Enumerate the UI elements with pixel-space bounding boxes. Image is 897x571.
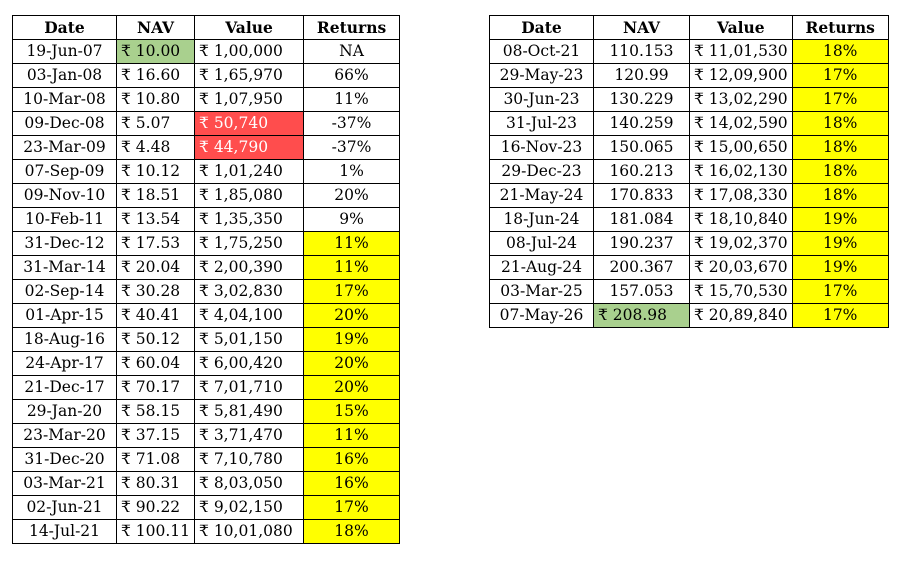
- nav-cell: ₹ 70.17: [117, 376, 195, 400]
- value-cell: ₹ 14,02,590: [690, 112, 793, 136]
- nav-cell: ₹ 17.53: [117, 232, 195, 256]
- nav-cell: ₹ 37.15: [117, 424, 195, 448]
- date-cell: 10-Mar-08: [13, 88, 117, 112]
- value-cell: ₹ 20,89,840: [690, 304, 793, 328]
- table-row: [13, 256, 400, 280]
- date-cell: 31-Dec-12: [13, 232, 117, 256]
- date-cell: 21-Dec-17: [13, 376, 117, 400]
- date-cell: 07-May-26: [490, 304, 594, 328]
- returns-cell: 19%: [792, 256, 888, 280]
- value-cell: ₹ 1,00,000: [195, 40, 304, 64]
- returns-cell: 16%: [304, 472, 400, 496]
- date-cell: 03-Jan-08: [13, 64, 117, 88]
- value-cell: ₹ 7,10,780: [195, 448, 304, 472]
- nav-cell: ₹ 60.04: [117, 352, 195, 376]
- header-date: Date: [490, 16, 594, 40]
- value-cell: ₹ 9,02,150: [195, 496, 304, 520]
- returns-cell: 18%: [792, 136, 888, 160]
- table-row: [13, 136, 400, 160]
- date-cell: 02-Sep-14: [13, 280, 117, 304]
- nav-cell: 130.229: [594, 88, 690, 112]
- table-row: [13, 40, 400, 64]
- nav-cell: ₹ 50.12: [117, 328, 195, 352]
- date-cell: 30-Jun-23: [490, 88, 594, 112]
- table-row: [13, 184, 400, 208]
- table-row: [13, 496, 400, 520]
- returns-cell: NA: [304, 40, 400, 64]
- nav-cell: ₹ 4.48: [117, 136, 195, 160]
- date-cell: 29-Dec-23: [490, 160, 594, 184]
- table-row: [490, 112, 889, 136]
- table-row: [490, 40, 889, 64]
- table-row: [490, 304, 889, 328]
- value-cell: ₹ 15,70,530: [690, 280, 793, 304]
- value-cell: ₹ 1,75,250: [195, 232, 304, 256]
- date-cell: 21-May-24: [490, 184, 594, 208]
- table-row: [490, 232, 889, 256]
- value-cell: ₹ 13,02,290: [690, 88, 793, 112]
- returns-cell: 18%: [792, 160, 888, 184]
- header-value: Value: [195, 16, 304, 40]
- table-row: [490, 88, 889, 112]
- value-cell: ₹ 20,03,670: [690, 256, 793, 280]
- table-row: [13, 112, 400, 136]
- header-returns: Returns: [792, 16, 888, 40]
- returns-cell: 20%: [304, 184, 400, 208]
- nav-cell: ₹ 10.80: [117, 88, 195, 112]
- returns-cell: 18%: [792, 40, 888, 64]
- returns-cell: -37%: [304, 136, 400, 160]
- returns-cell: 11%: [304, 88, 400, 112]
- nav-history-table-left: [12, 15, 400, 544]
- returns-cell: 18%: [792, 112, 888, 136]
- value-cell: ₹ 1,65,970: [195, 64, 304, 88]
- table-row: [13, 232, 400, 256]
- value-cell: ₹ 10,01,080: [195, 520, 304, 544]
- table-row: [13, 352, 400, 376]
- date-cell: 24-Apr-17: [13, 352, 117, 376]
- returns-cell: 1%: [304, 160, 400, 184]
- value-cell: ₹ 1,07,950: [195, 88, 304, 112]
- table-row: [13, 376, 400, 400]
- date-cell: 07-Sep-09: [13, 160, 117, 184]
- nav-cell: ₹ 13.54: [117, 208, 195, 232]
- table-row: [13, 400, 400, 424]
- value-cell: ₹ 16,02,130: [690, 160, 793, 184]
- table-body-left: [13, 40, 400, 544]
- value-cell: ₹ 1,85,080: [195, 184, 304, 208]
- nav-cell: ₹ 18.51: [117, 184, 195, 208]
- returns-cell: 16%: [304, 448, 400, 472]
- nav-cell: 170.833: [594, 184, 690, 208]
- nav-cell: ₹ 5.07: [117, 112, 195, 136]
- nav-cell: 150.065: [594, 136, 690, 160]
- value-cell: ₹ 17,08,330: [690, 184, 793, 208]
- table-row: [490, 64, 889, 88]
- nav-cell: ₹ 40.41: [117, 304, 195, 328]
- returns-cell: 17%: [792, 304, 888, 328]
- returns-cell: 19%: [792, 208, 888, 232]
- value-cell: ₹ 12,09,900: [690, 64, 793, 88]
- table-row: [13, 88, 400, 112]
- date-cell: 23-Mar-20: [13, 424, 117, 448]
- returns-cell: 20%: [304, 352, 400, 376]
- table-row: [490, 256, 889, 280]
- table-row: [490, 184, 889, 208]
- table-header-row: [13, 16, 400, 40]
- nav-cell: ₹ 20.04: [117, 256, 195, 280]
- nav-cell: 190.237: [594, 232, 690, 256]
- nav-cell: ₹ 208.98: [594, 304, 690, 328]
- value-cell: ₹ 44,790: [195, 136, 304, 160]
- date-cell: 31-Dec-20: [13, 448, 117, 472]
- date-cell: 02-Jun-21: [13, 496, 117, 520]
- nav-cell: 160.213: [594, 160, 690, 184]
- nav-cell: ₹ 30.28: [117, 280, 195, 304]
- table-body-right: [490, 40, 889, 328]
- table-row: [13, 304, 400, 328]
- table-row: [490, 136, 889, 160]
- date-cell: 18-Aug-16: [13, 328, 117, 352]
- value-cell: ₹ 2,00,390: [195, 256, 304, 280]
- returns-cell: 17%: [304, 496, 400, 520]
- date-cell: 29-Jan-20: [13, 400, 117, 424]
- nav-history-table-right: [489, 15, 889, 328]
- date-cell: 18-Jun-24: [490, 208, 594, 232]
- date-cell: 01-Apr-15: [13, 304, 117, 328]
- header-value: Value: [690, 16, 793, 40]
- returns-cell: 19%: [792, 232, 888, 256]
- returns-cell: 11%: [304, 256, 400, 280]
- table-row: [13, 160, 400, 184]
- nav-cell: 140.259: [594, 112, 690, 136]
- header-date: Date: [13, 16, 117, 40]
- table-row: [490, 280, 889, 304]
- returns-cell: 11%: [304, 232, 400, 256]
- header-returns: Returns: [304, 16, 400, 40]
- table-row: [13, 208, 400, 232]
- returns-cell: 18%: [304, 520, 400, 544]
- returns-cell: 15%: [304, 400, 400, 424]
- returns-cell: 18%: [792, 184, 888, 208]
- date-cell: 21-Aug-24: [490, 256, 594, 280]
- nav-cell: 120.99: [594, 64, 690, 88]
- returns-cell: 9%: [304, 208, 400, 232]
- returns-cell: 20%: [304, 304, 400, 328]
- value-cell: ₹ 8,03,050: [195, 472, 304, 496]
- returns-cell: 66%: [304, 64, 400, 88]
- returns-cell: 17%: [304, 280, 400, 304]
- nav-cell: 200.367: [594, 256, 690, 280]
- table-row: [13, 64, 400, 88]
- date-cell: 16-Nov-23: [490, 136, 594, 160]
- date-cell: 29-May-23: [490, 64, 594, 88]
- nav-cell: 110.153: [594, 40, 690, 64]
- value-cell: ₹ 7,01,710: [195, 376, 304, 400]
- nav-cell: ₹ 10.12: [117, 160, 195, 184]
- table-row: [490, 208, 889, 232]
- date-cell: 31-Mar-14: [13, 256, 117, 280]
- returns-cell: 20%: [304, 376, 400, 400]
- nav-cell: ₹ 10.00: [117, 40, 195, 64]
- date-cell: 08-Jul-24: [490, 232, 594, 256]
- date-cell: 19-Jun-07: [13, 40, 117, 64]
- date-cell: 03-Mar-21: [13, 472, 117, 496]
- value-cell: ₹ 5,81,490: [195, 400, 304, 424]
- value-cell: ₹ 5,01,150: [195, 328, 304, 352]
- date-cell: 14-Jul-21: [13, 520, 117, 544]
- date-cell: 23-Mar-09: [13, 136, 117, 160]
- returns-cell: 17%: [792, 280, 888, 304]
- value-cell: ₹ 1,35,350: [195, 208, 304, 232]
- date-cell: 31-Jul-23: [490, 112, 594, 136]
- table-row: [13, 280, 400, 304]
- value-cell: ₹ 15,00,650: [690, 136, 793, 160]
- date-cell: 08-Oct-21: [490, 40, 594, 64]
- date-cell: 10-Feb-11: [13, 208, 117, 232]
- nav-cell: 181.084: [594, 208, 690, 232]
- value-cell: ₹ 4,04,100: [195, 304, 304, 328]
- value-cell: ₹ 6,00,420: [195, 352, 304, 376]
- value-cell: ₹ 18,10,840: [690, 208, 793, 232]
- table-row: [13, 328, 400, 352]
- value-cell: ₹ 11,01,530: [690, 40, 793, 64]
- nav-cell: ₹ 100.11: [117, 520, 195, 544]
- table-row: [13, 472, 400, 496]
- header-nav: NAV: [594, 16, 690, 40]
- returns-cell: 17%: [792, 88, 888, 112]
- nav-cell: 157.053: [594, 280, 690, 304]
- table-row: [490, 160, 889, 184]
- header-nav: NAV: [117, 16, 195, 40]
- nav-cell: ₹ 90.22: [117, 496, 195, 520]
- value-cell: ₹ 1,01,240: [195, 160, 304, 184]
- nav-cell: ₹ 16.60: [117, 64, 195, 88]
- table-row: [13, 424, 400, 448]
- table-row: [13, 520, 400, 544]
- table-header-row: [490, 16, 889, 40]
- nav-cell: ₹ 58.15: [117, 400, 195, 424]
- nav-cell: ₹ 71.08: [117, 448, 195, 472]
- value-cell: ₹ 50,740: [195, 112, 304, 136]
- returns-cell: 19%: [304, 328, 400, 352]
- returns-cell: 17%: [792, 64, 888, 88]
- nav-cell: ₹ 80.31: [117, 472, 195, 496]
- date-cell: 09-Nov-10: [13, 184, 117, 208]
- returns-cell: -37%: [304, 112, 400, 136]
- date-cell: 03-Mar-25: [490, 280, 594, 304]
- returns-cell: 11%: [304, 424, 400, 448]
- value-cell: ₹ 19,02,370: [690, 232, 793, 256]
- date-cell: 09-Dec-08: [13, 112, 117, 136]
- value-cell: ₹ 3,02,830: [195, 280, 304, 304]
- table-row: [13, 448, 400, 472]
- value-cell: ₹ 3,71,470: [195, 424, 304, 448]
